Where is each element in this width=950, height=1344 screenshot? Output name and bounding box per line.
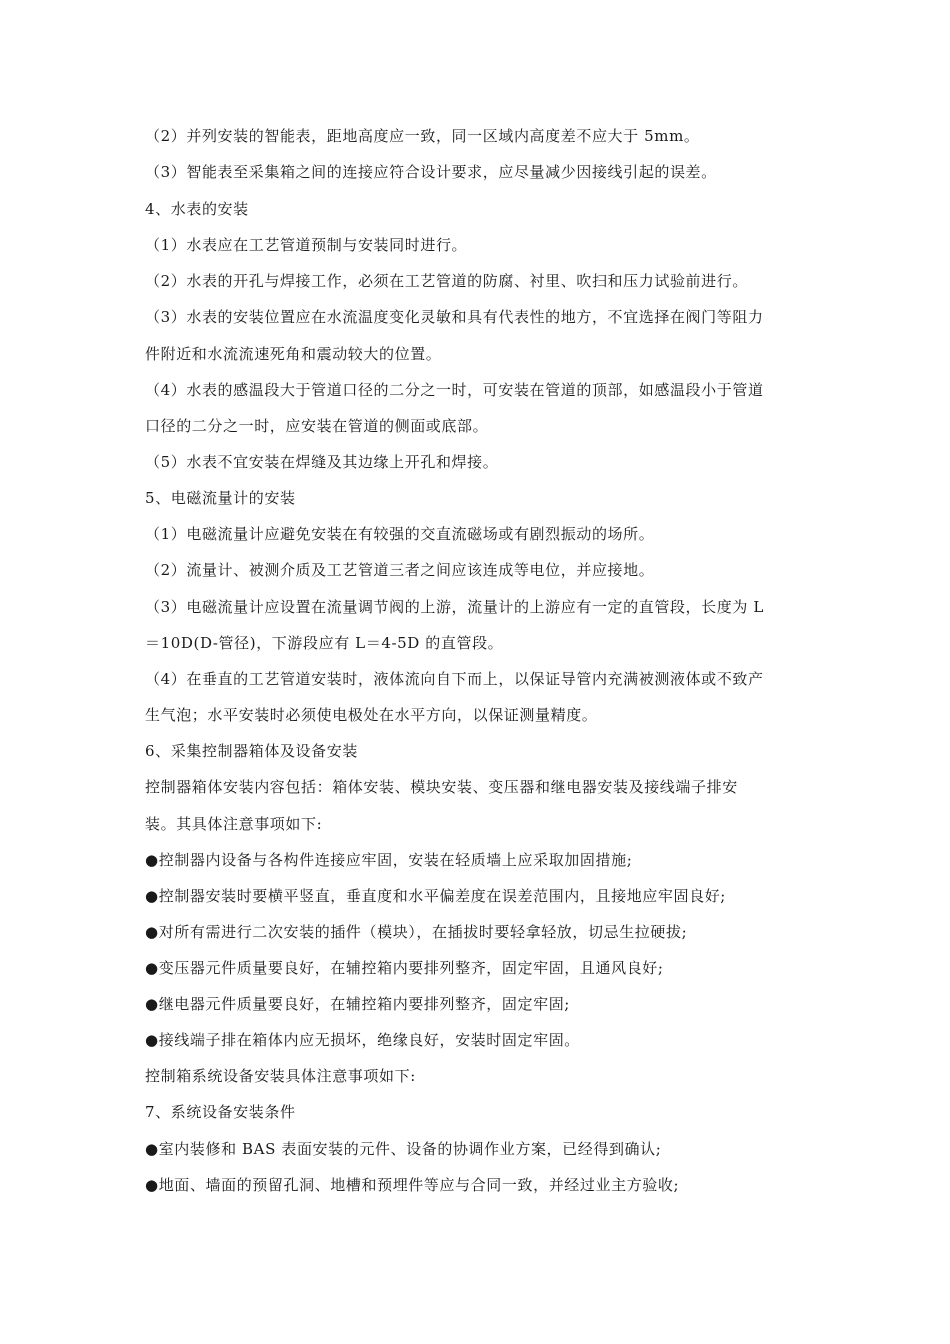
section-heading: 6、采集控制器箱体及设备安装 — [145, 742, 358, 760]
bullet-item: ●对所有需进行二次安装的插件（模块），在插拔时要轻拿轻放，切忌生拉硬拔; — [145, 923, 688, 941]
bullet-item: ●接线端子排在箱体内应无损坏，绝缘良好，安装时固定牢固。 — [145, 1031, 580, 1049]
text-line: （3）智能表至采集箱之间的连接应符合设计要求，应尽量减少因接线引起的误差。 — [145, 163, 717, 181]
text-line: （3）水表的安装位置应在水流温度变化灵敏和具有代表性的地方，不宜选择在阀门等阻力 — [145, 308, 764, 326]
text-line: 装。其具体注意事项如下: — [145, 815, 323, 833]
text-line: （1）水表应在工艺管道预制与安装同时进行。 — [145, 236, 468, 254]
text-line: （1）电磁流量计应避免安装在有较强的交直流磁场或有剧烈振动的场所。 — [145, 525, 655, 543]
text-line: （4）水表的感温段大于管道口径的二分之一时，可安装在管道的顶部，如感温段小于管道 — [145, 381, 764, 399]
section-heading: 5、电磁流量计的安装 — [145, 489, 296, 507]
text-line: 控制器箱体安装内容包括：箱体安装、模块安装、变压器和继电器安装及接线端子排安 — [145, 778, 738, 796]
text-line: （2）水表的开孔与焊接工作，必须在工艺管道的防腐、衬里、吹扫和压力试验前进行。 — [145, 272, 748, 290]
text-line: （3）电磁流量计应设置在流量调节阀的上游，流量计的上游应有一定的直管段，长度为 L — [145, 598, 764, 616]
bullet-item: ●控制器安装时要横平竖直，垂直度和水平偏差度在误差范围内，且接地应牢固良好; — [145, 887, 726, 905]
bullet-item: ●控制器内设备与各构件连接应牢固，安装在轻质墙上应采取加固措施; — [145, 851, 633, 869]
bullet-item: ●室内装修和 BAS 表面安装的元件、设备的协调作业方案，已经得到确认; — [145, 1140, 662, 1158]
bullet-item: ●变压器元件质量要良好，在辅控箱内要排列整齐，固定牢固，且通风良好; — [145, 959, 664, 977]
section-heading: 4、水表的安装 — [145, 200, 249, 218]
text-line: （4）在垂直的工艺管道安装时，液体流向自下而上，以保证导管内充满被测液体或不致产 — [145, 670, 764, 688]
text-line: 控制箱系统设备安装具体注意事项如下: — [145, 1067, 416, 1085]
text-line: （2）流量计、被测介质及工艺管道三者之间应该连成等电位，并应接地。 — [145, 561, 655, 579]
bullet-item: ●继电器元件质量要良好，在辅控箱内要排列整齐，固定牢固; — [145, 995, 570, 1013]
bullet-item: ●地面、墙面的预留孔洞、地槽和预埋件等应与合同一致，并经过业主方验收; — [145, 1176, 680, 1194]
text-line: （2）并列安装的智能表，距地高度应一致，同一区域内高度差不应大于 5mm。 — [145, 127, 700, 145]
section-heading: 7、系统设备安装条件 — [145, 1103, 296, 1121]
text-line: ＝10D(D-管径)，下游段应有 L＝4-5D 的直管段。 — [145, 634, 504, 652]
text-line: 生气泡；水平安装时必须使电极处在水平方向，以保证测量精度。 — [145, 706, 598, 724]
text-line: 口径的二分之一时，应安装在管道的侧面或底部。 — [145, 417, 489, 435]
text-line: （5）水表不宜安装在焊缝及其边缘上开孔和焊接。 — [145, 453, 499, 471]
text-line: 件附近和水流流速死角和震动较大的位置。 — [145, 345, 442, 363]
